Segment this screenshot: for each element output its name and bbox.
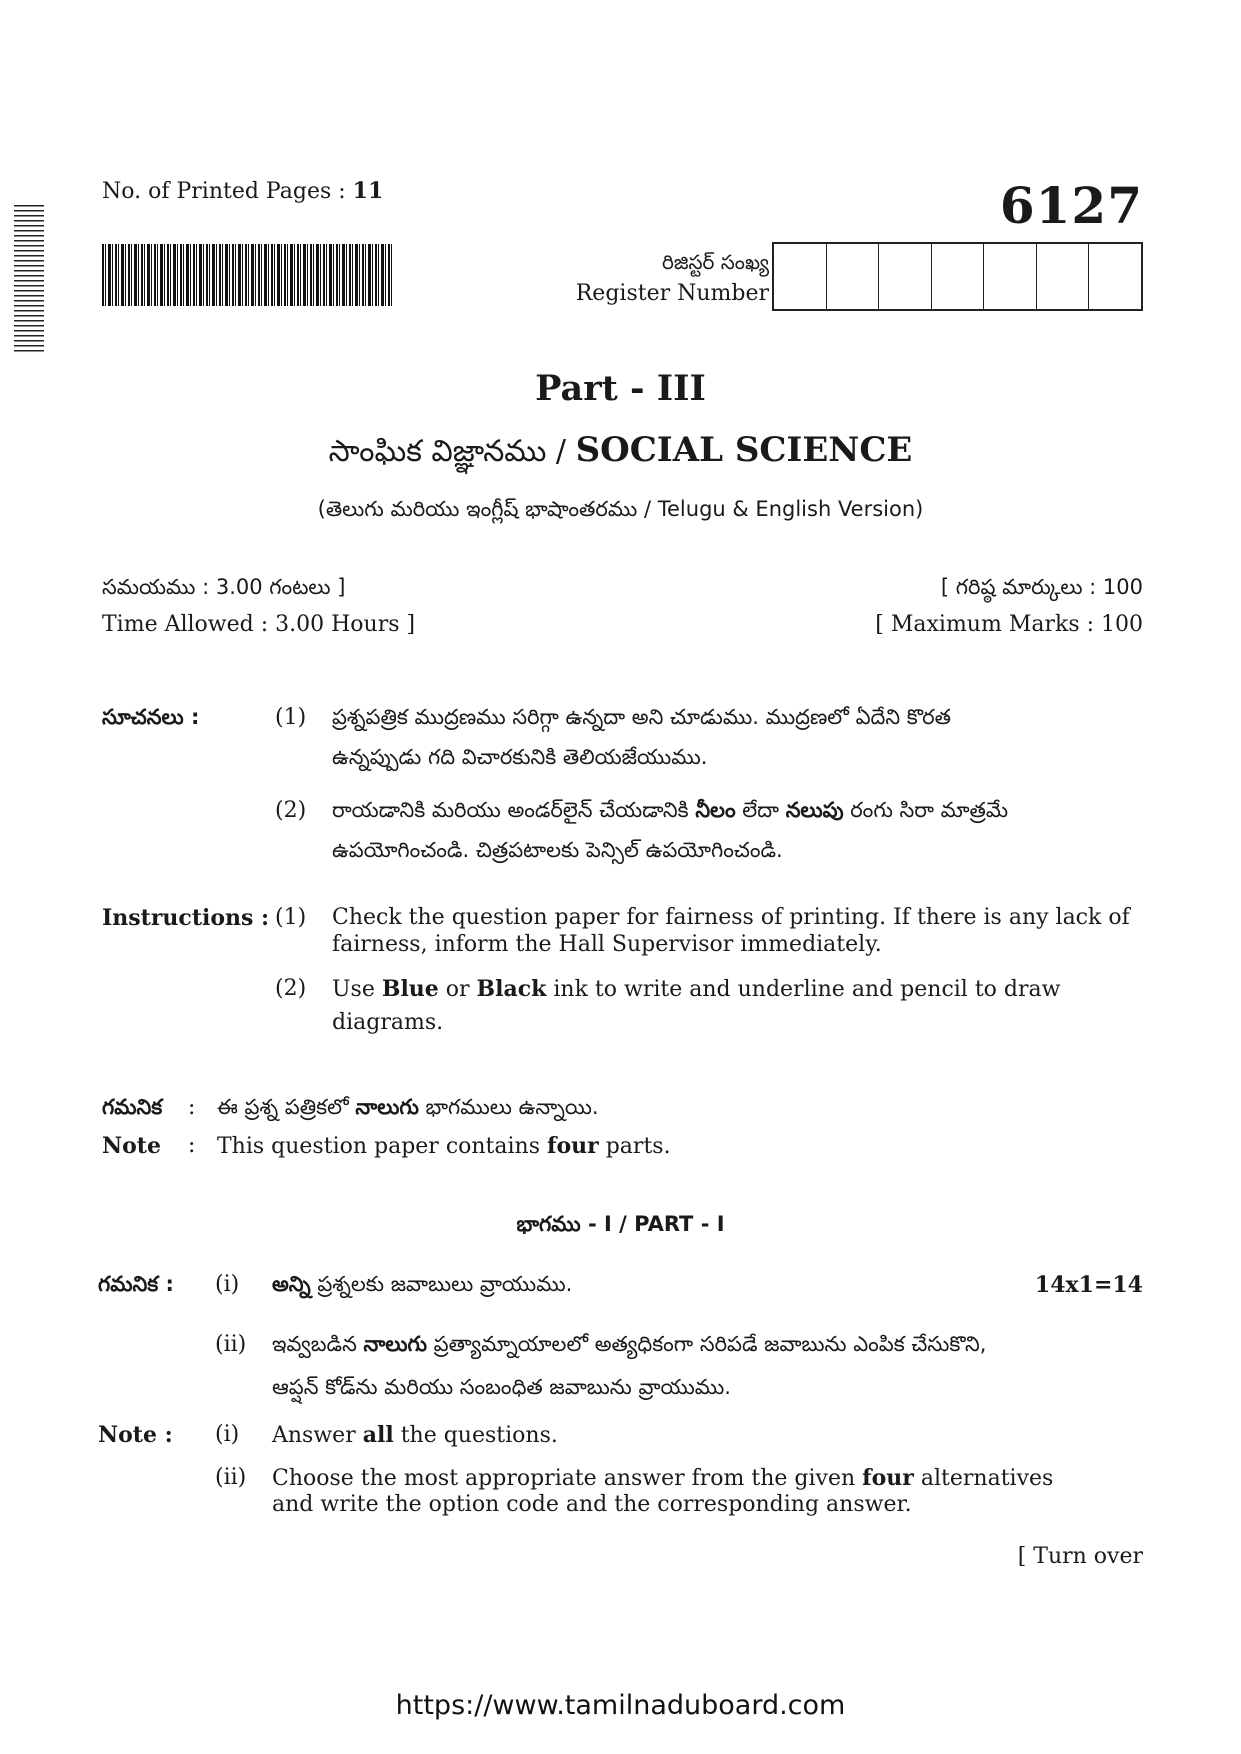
- version-line: (తెలుగు మరియు ఇంగ్లీష్ భాషాంతరము / Telugu & English Version): [317, 497, 924, 521]
- instruction-te-1-line1: ప్రశ్నపత్రిక ముద్రణము సరిగ్గా ఉన్నదా అని చూడుము. ముద్రణలో ఏదేని కొరత: [332, 705, 951, 729]
- register-label-te: రిజిస్టర్ సంఖ్య: [662, 250, 769, 274]
- note-te-label: గమనిక: [102, 1095, 163, 1119]
- instructions-te-label: సూచనలు :: [102, 705, 200, 729]
- time-te: సమయము : 3.00 గంటలు ]: [102, 575, 346, 599]
- text-part: రాయడానికి మరియు అండర్‌లైన్ చేయడానికి: [332, 798, 696, 822]
- text-bold: four: [862, 1465, 914, 1491]
- text-part: Use: [332, 977, 382, 1002]
- barcode: [102, 244, 394, 306]
- subject-te: సాంఘిక విజ్ఞానము /: [328, 434, 576, 469]
- instruction-te-num: (1): [275, 705, 307, 730]
- instruction-en-1-line1: Check the question paper for fairness of printing. If there is any lack of: [332, 905, 1130, 930]
- item-num: (ii): [215, 1465, 247, 1490]
- text-part: ప్రత్యామ్నాయాలలో అత్యధికంగా సరిపడే జవాబును ఎంపిక చేసుకొని,: [426, 1332, 987, 1356]
- text-part: alternatives: [913, 1466, 1054, 1491]
- text-bold: అన్ని: [272, 1272, 311, 1296]
- text-bold: నాలుగు: [363, 1332, 427, 1356]
- printed-pages-number: 11: [352, 178, 384, 204]
- part1-te-ii-line2: ఆప్షన్ కోడ్‌ను మరియు సంబంధిత జవాబును వ్రాయుము.: [272, 1375, 731, 1399]
- printed-pages-label: No. of Printed Pages :: [102, 179, 353, 204]
- note-en-text: [217, 1133, 671, 1159]
- instruction-te-2-line1: [332, 798, 1008, 828]
- note-te-text: [217, 1095, 599, 1125]
- marks-te: [ గరిష్ఠ మార్కులు : 100: [940, 575, 1143, 599]
- part1-note-en-label: Note :: [98, 1422, 173, 1448]
- part1-note-te-label: గమనిక :: [98, 1272, 174, 1296]
- source-url[interactable]: https://www.tamilnaduboard.com: [395, 1690, 846, 1721]
- register-cell[interactable]: [827, 244, 880, 309]
- text-bold: four: [547, 1133, 599, 1159]
- colon: :: [188, 1133, 196, 1158]
- instruction-en-2-line2: diagrams.: [332, 1010, 444, 1035]
- item-num: (i): [215, 1422, 240, 1447]
- note-en-label: Note: [102, 1133, 161, 1159]
- printed-pages: [102, 178, 383, 204]
- text-bold: నలుపు: [785, 798, 844, 822]
- side-registration-marks: [14, 205, 44, 355]
- time-en: Time Allowed : 3.00 Hours ]: [102, 612, 416, 637]
- item-num: (ii): [215, 1332, 247, 1357]
- text-part: ప్రశ్నలకు జవాబులు వ్రాయుము.: [310, 1272, 573, 1296]
- instruction-en-1-line2: fairness, inform the Hall Supervisor immediately.: [332, 932, 882, 957]
- text-part: This question paper contains: [217, 1134, 547, 1159]
- text-part: Choose the most appropriate answer from the given: [272, 1466, 863, 1491]
- instruction-te-2-line2: ఉపయోగించండి. చిత్రపటాలకు పెన్సిల్ ఉపయోగించండి.: [332, 838, 783, 862]
- text-part: రంగు సిరా మాత్రమే: [843, 798, 1009, 822]
- text-part: or: [438, 977, 477, 1002]
- text-part: ink to write and underline and pencil to draw: [546, 977, 1061, 1002]
- text-part: ఈ ప్రశ్న పత్రికలో: [217, 1095, 356, 1119]
- paper-code: 6127: [999, 176, 1143, 235]
- part1-en-i: [272, 1422, 558, 1448]
- part1-te-i: [272, 1272, 572, 1302]
- part-title: Part - III: [535, 368, 706, 409]
- register-cell[interactable]: [1089, 244, 1141, 309]
- text-part: the questions.: [393, 1423, 558, 1448]
- text-bold: Black: [476, 976, 547, 1002]
- register-label-en: Register Number: [575, 281, 769, 306]
- text-bold: నీలం: [695, 798, 736, 822]
- instruction-en-num: (1): [275, 905, 307, 930]
- instruction-te-1-line2: ఉన్నప్పుడు గది విచారకునికి తెలియజేయుము.: [332, 745, 708, 769]
- register-cell[interactable]: [774, 244, 827, 309]
- text-part: ఇవ్వబడిన: [272, 1332, 364, 1356]
- instruction-en-2-line1: [332, 976, 1060, 1002]
- text-part: లేదా: [735, 798, 786, 822]
- register-cell[interactable]: [932, 244, 985, 309]
- subject-en: SOCIAL SCIENCE: [575, 430, 913, 470]
- colon: :: [188, 1095, 196, 1120]
- part1-en-ii-line2: and write the option code and the corresponding answer.: [272, 1492, 912, 1517]
- marks-en: [ Maximum Marks : 100: [875, 612, 1143, 637]
- instruction-en-num: (2): [275, 976, 307, 1001]
- instructions-en-label: Instructions :: [102, 905, 270, 931]
- text-bold: all: [362, 1422, 394, 1448]
- register-number-boxes[interactable]: [772, 242, 1143, 311]
- text-part: parts.: [598, 1134, 671, 1159]
- text-bold: నాలుగు: [355, 1095, 419, 1119]
- text-part: Answer: [272, 1423, 363, 1448]
- turn-over: [ Turn over: [1017, 1544, 1143, 1569]
- part1-heading: భాగము - I / PART - I: [516, 1212, 725, 1236]
- part1-te-ii-line1: [272, 1332, 986, 1362]
- register-cell[interactable]: [984, 244, 1037, 309]
- part1-marks: 14x1=14: [1034, 1272, 1143, 1298]
- register-cell[interactable]: [879, 244, 932, 309]
- instruction-te-num: (2): [275, 798, 307, 823]
- text-part: భాగములు ఉన్నాయి.: [418, 1095, 599, 1119]
- part1-en-ii-line1: [272, 1465, 1053, 1491]
- item-num: (i): [215, 1272, 240, 1297]
- subject-title: [0, 430, 1241, 476]
- register-cell[interactable]: [1037, 244, 1090, 309]
- text-bold: Blue: [381, 976, 439, 1002]
